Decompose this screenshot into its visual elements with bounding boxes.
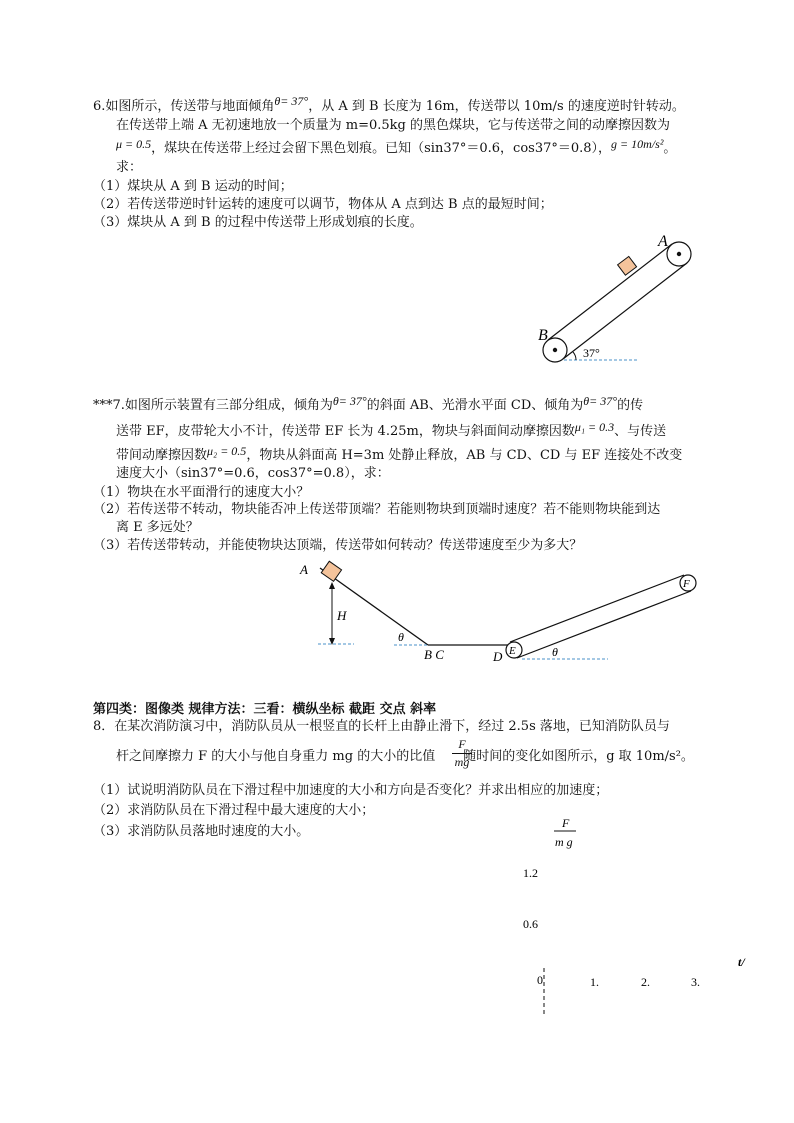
q6-mu-formula: μ = 0.5: [116, 137, 152, 151]
label-a: A: [658, 233, 668, 250]
incline-ab: [320, 568, 428, 645]
q6-theta-formula: θ= 37°: [274, 94, 309, 108]
label-bc: B C: [424, 647, 444, 662]
q6-sub-2: （2）若传送带逆时针运转的速度可以调节，物体从 A 点到达 B 点的最短时间；: [93, 197, 553, 212]
q7-sub-1: （1）物块在水平面滑行的速度大小？: [93, 485, 310, 500]
coal-block: [618, 256, 637, 275]
pulley-b-axle: [553, 348, 557, 352]
q7-line-2: 送带 EF，皮带轮大小不计，传送带 EF 长为 4.25m，物块与斜面间动摩擦因数μ₁ = 0.3、与传送: [116, 420, 667, 439]
label-f: F: [683, 578, 690, 590]
q7-sub-2a: （2）若传送带不转动，物块能否冲上传送带顶端？若能则物块到顶端时速度？若不能则物块能到达: [93, 502, 661, 517]
q6-sub-3: （3）煤块从 A 到 B 的过程中传送带上形成划痕的长度。: [93, 215, 423, 230]
y-axis-label-denominator: m g: [555, 835, 573, 849]
q6-g-formula: g = 10m/s²: [611, 137, 664, 151]
label-angle: 37°: [583, 346, 600, 360]
y-tick-1-2: 1.2: [523, 866, 538, 880]
label-d: D: [493, 649, 503, 664]
y-tick-0-6: 0.6: [523, 917, 538, 931]
slope-block: [321, 561, 341, 581]
height-arrow-head-top: [329, 582, 335, 589]
q7-theta1-formula: θ= 37°: [332, 394, 367, 408]
label-e: E: [509, 645, 516, 657]
x-tick-2: 2.: [641, 975, 650, 989]
belt-ef-top: [510, 575, 684, 642]
fraction-numerator: F: [458, 737, 466, 751]
belt-top-edge: [548, 244, 672, 340]
q6-line-4: 求：: [116, 160, 143, 175]
q6-line-3: μ = 0.5，煤块在传送带上经过会留下黑色划痕。已知（sin37°＝0.6，cos37°＝0.8），g = 10m/s²。: [116, 137, 677, 156]
q7-theta2-formula: θ= 37°: [583, 394, 618, 408]
q7-mu2-formula: μ₂ = 0.5: [207, 444, 247, 458]
q7-sub-2b: 离 E 多远处？: [116, 520, 199, 535]
q6-sub-1: （1）煤块从 A 到 B 运动的时间；: [93, 179, 293, 194]
q8-sub-2: （2）求消防队员在下滑过程中最大速度的大小；: [93, 803, 375, 818]
q7-sub-3: （3）若传送带转动，并能使物块达顶端，传送带如何转动？传送带速度至少为多大？: [93, 538, 583, 553]
belt-ef-bottom: [517, 591, 691, 658]
fraction-bar: [452, 753, 472, 754]
q8-line-2: 杆之间摩擦力 F 的大小与他自身重力 mg 的大小的比值 随时间的变化如图所示，g 取 10m/s²。: [116, 749, 694, 764]
q7-mu1-formula: μ₁ = 0.3: [574, 420, 615, 434]
section-4-title: 第四类：图像类 规律方法：三看：横纵坐标 截距 交点 斜率: [93, 702, 437, 717]
q6-conveyor-figure: [520, 228, 720, 368]
q6-line-1: 6.如图所示，传送带与地面倾角θ= 37°，从 A 到 B 长度为 16m，传送带以 10m/s 的速度逆时针转动。: [93, 94, 685, 114]
q8-sub-3: （3）求消防队员落地时速度的大小。: [93, 824, 310, 839]
q8-sub-1: （1）试说明消防队员在下滑过程中加速度的大小和方向是否变化？并求出相应的加速度；: [93, 783, 609, 798]
x-tick-1: 1.: [590, 975, 599, 989]
origin-label: 0: [537, 973, 543, 987]
label-b: B: [538, 327, 548, 344]
fraction-denominator: mg: [454, 755, 470, 769]
label-theta-1: θ: [398, 630, 404, 644]
q8-inline-fraction: [448, 737, 476, 770]
q7-line-4: 速度大小（sin37°=0.6，cos37°=0.8），求：: [116, 466, 390, 481]
pulley-a-axle: [677, 252, 681, 256]
q7-apparatus-figure: [290, 560, 710, 670]
label-h: H: [337, 608, 347, 623]
x-tick-3: 3.: [691, 975, 700, 989]
label-theta-2: θ: [552, 645, 558, 659]
y-axis-label-numerator: F: [562, 816, 570, 830]
q6-line-2: 在传送带上端 A 无初速地放一个质量为 m=0.5kg 的黑色煤块，它与传送带之间的动摩擦因数为: [116, 118, 671, 133]
q8-graph: [510, 810, 770, 1020]
x-axis-label: t/: [738, 955, 745, 969]
belt-bottom-edge: [563, 263, 687, 359]
angle-arc: [573, 352, 576, 360]
q7-line-3: 带间动摩擦因数μ₂ = 0.5，物块从斜面高 H=3m 处静止释放，AB 与 CD、CD 与 EF 连接处不改变: [116, 444, 683, 463]
label-a: A: [300, 562, 308, 577]
q8-line-1: 8．在某次消防演习中，消防队员从一根竖直的长杆上由静止滑下，经过 2.5s 落地，已知消防队员与: [93, 719, 670, 734]
q7-line-1: ***7.如图所示装置有三部分组成，倾角为θ= 37°的斜面 AB、光滑水平面 CD、倾角为θ= 37°的传: [93, 394, 644, 413]
